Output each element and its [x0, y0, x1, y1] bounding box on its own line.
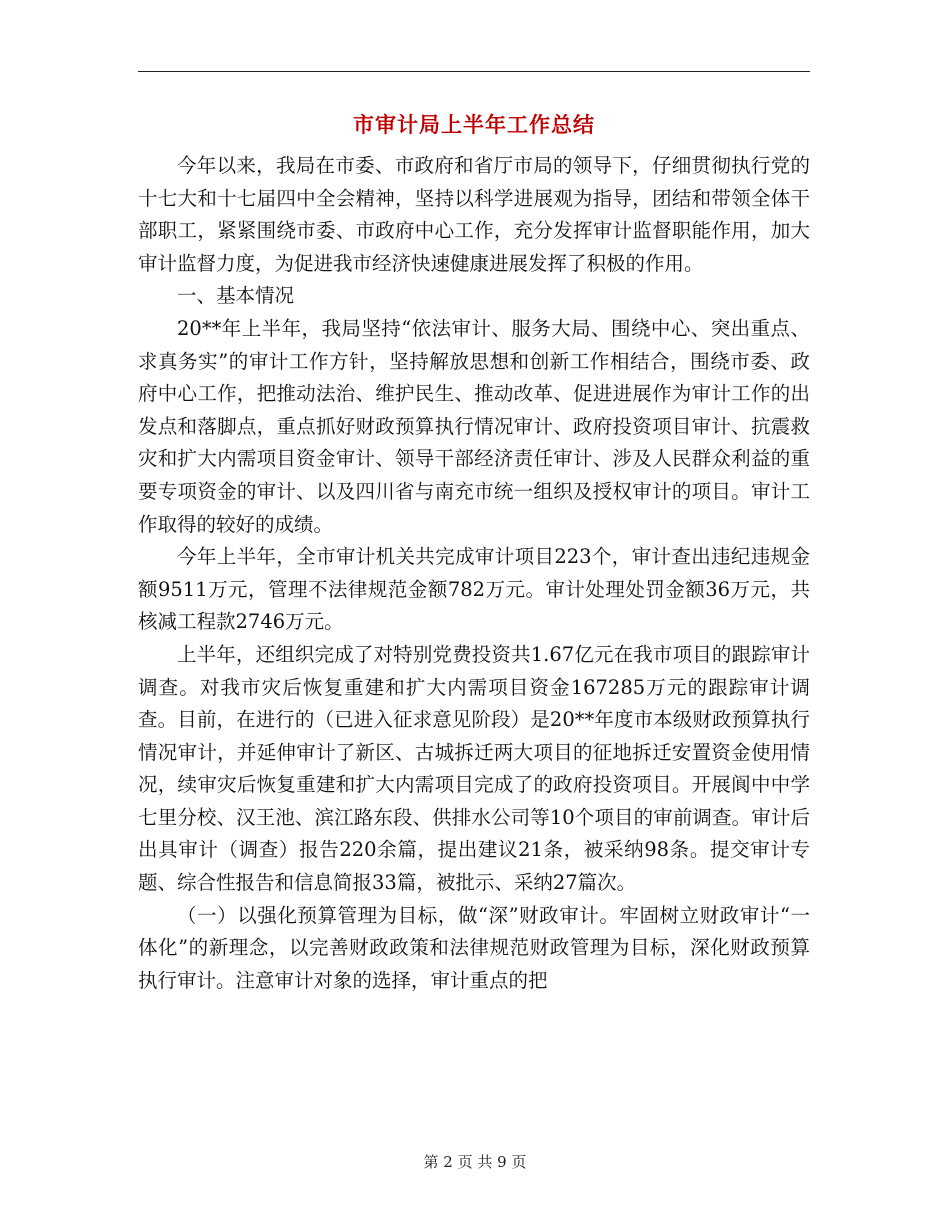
paragraph-overview: 20**年上半年，我局坚持“依法审计、服务大局、围绕中心、突出重点、求真务实”的审计工作方针，坚持解放思想和创新工作相结合，围绕市委、政府中心工作，把推动法治、维护民生、推动改革、促进进展作为审计工作的出发点和落脚点，重点抓好财政预算执行情况审计、政府投资项目审计、抗震救灾和扩大内需项目资金审计、领导干部经济责任审计、涉及人民群众利益的重要专项资金的审计、以及四川省与南充市统一组织及授权审计的项目。审计工作取得的较好的成绩。	[138, 316, 810, 536]
document-body	[138, 150, 810, 997]
document-title: 市审计局上半年工作总结	[353, 113, 595, 137]
header-rule	[138, 71, 810, 72]
section-heading-basic: 一、基本情况	[177, 284, 295, 308]
paragraph-projects: 上半年，还组织完成了对特别党费投资共1.67亿元在我市项目的跟踪审计调查。对我市灾后恢复重建和扩大内需项目资金167285万元的跟踪审计调查。目前，在进行的（已进入征求意见阶段）是20**年度市本级财政预算执行情况审计，并延伸审计了新区、古城拆迁两大项目的征地拆迁安置资金使用情况，续审灾后恢复重建和扩大内需项目完成了的政府投资项目。开展阆中中学七里分校、汉王池、滨江路东段、供排水公司等10个项目的审前调查。审计后出具审计（调查）报告220余篇，提出建议21条，被采纳98条。提交审计专题、综合性报告和信息简报33篇，被批示、采纳27篇次。	[138, 642, 810, 895]
paragraph-fiscal-audit: （一）以强化预算管理为目标，做“深”财政审计。牢固树立财政审计“一体化”的新理念，以完善财政政策和法律规范财政管理为目标，深化财政预算执行审计。注意审计对象的选择，审计重点的把	[138, 903, 810, 992]
paragraph-intro: 今年以来，我局在市委、市政府和省厅市局的领导下，仔细贯彻执行党的十七大和十七届四中全会精神，坚持以科学进展观为指导，团结和带领全体干部职工，紧紧围绕市委、市政府中心工作，充分发挥审计监督职能作用，加大审计监督力度，为促进我市经济快速健康进展发挥了积极的作用。	[138, 154, 810, 275]
page-number-footer: 第 2 页 共 9 页	[423, 1153, 527, 1171]
paragraph-statistics: 今年上半年，全市审计机关共完成审计项目223个，审计查出违纪违规金额9511万元，管理不法律规范金额782万元。审计处理处罚金额36万元，共核减工程款2746万元。	[138, 545, 810, 634]
